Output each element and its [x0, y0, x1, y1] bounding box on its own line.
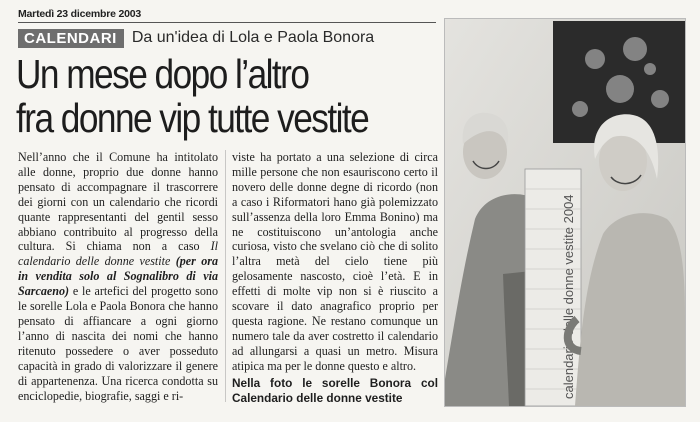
paragraph-1 [18, 150, 218, 403]
photo-illustration [445, 19, 685, 406]
calendar-strip-text: calendario delle donne vestite 2004 [561, 194, 576, 399]
paragraph-1-text-b: e le artefici del progetto sono le sorelle Lola e Paola Bonora che hanno pensato di affiancare a ogni giorno l’anno di nascita dei nomi che hanno ritenuto possedere o aver posseduto capacità in grado di valorizzare il genere di appartenenza. Una ricerca condotta su enciclopedie, biografie, saggi e ri- [18, 284, 218, 403]
headline-line-2: fra donne vip tutte vestite [16, 95, 369, 141]
photo-bonora-sisters [444, 18, 686, 407]
photo-caption: Nella foto le sorelle Bonora col Calendario delle donne vestite [232, 375, 438, 405]
kicker: Da un'idea di Lola e Paola Bonora [131, 29, 375, 46]
headline [16, 52, 386, 140]
paragraph-2: viste ha portato a una selezione di circa mille persone che non esauriscono certo il novero delle donne degne di ricordo (non a caso i Riformatori hano già polemizzato sull’assenza della loro Emma Bonino) ma ne costituiscono un’antologia anche curiosa, visto che svelano ciò che di solito l’altra metà del cielo tiene più gelosamente nascosto, cioè l’età. E in effetti di molte vip non si è riuscito a scovare il dato anagrafico proprio per questa ragione. Ne restano comunque un numero tale da aver costretto il calendario ad allungarsi a quasi un metro. Misura atipica ma per le donne questo e altro. [232, 150, 438, 373]
headline-line-1: Un mese dopo l’altro [16, 51, 309, 97]
top-rule [18, 22, 436, 23]
sale-note: (per ora in vendita solo al Sognalibro di via Sarcaeno) [18, 254, 219, 299]
article-column-1 [18, 150, 218, 403]
column-divider [225, 150, 226, 402]
article-column-2 [232, 150, 438, 406]
calendar-title: Il calendario delle donne vestite [18, 239, 218, 269]
paragraph-1-text-a: Nell’anno che il Comune ha intitolato alle donne, proprio due donne hanno pensato di accompagnare il trascorrere dei giorni con un calendario che ricordi quante rappresentanti del gentil sesso abbiano contribuito al progresso della cultura. Si chiama non a caso [18, 150, 218, 254]
kicker-row [18, 27, 374, 49]
section-badge: CALENDARI [18, 29, 124, 48]
dateline: Martedì 23 dicembre 2003 [18, 8, 142, 20]
